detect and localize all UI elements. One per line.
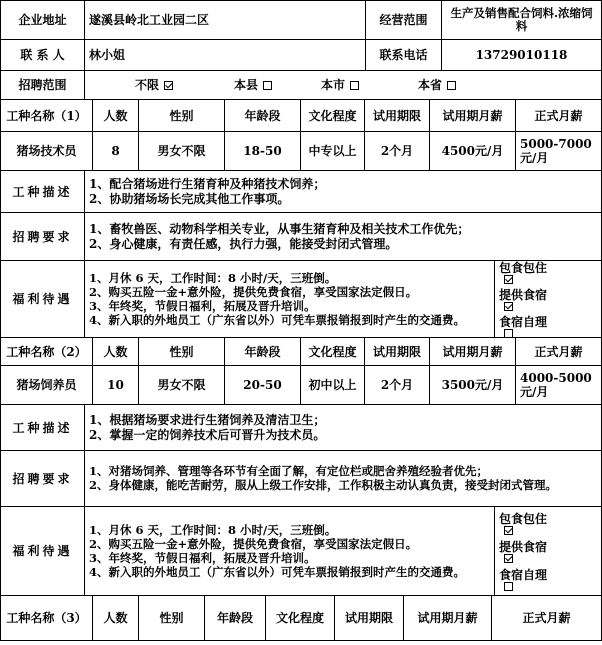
header-gender: 性别 [138, 595, 205, 641]
benefit-provided[interactable] [499, 288, 547, 311]
welfare-label: 福利待遇 [0, 260, 85, 338]
requirement-line: 2、身体健康，能吃苦耐劳，服从上级工作安排，工作积极主动认真负责，接受封闭式管理。 [89, 478, 557, 492]
job-description [84, 404, 602, 451]
job-requirements [84, 212, 602, 261]
scope-option-label: 本省 [418, 78, 443, 92]
job-name: 猪场饲养员 [0, 365, 93, 405]
header-count: 人数 [92, 337, 139, 366]
description-line: 2、掌握一定的饲养技术后可晋升为技术员。 [89, 428, 326, 442]
benefit-self-paid[interactable] [499, 568, 547, 591]
job-trial: 2个月 [364, 365, 430, 405]
job-trial-salary: 4500元/月 [429, 131, 516, 171]
benefit-room-board[interactable] [499, 512, 547, 535]
checkbox-checked-icon[interactable] [164, 81, 173, 90]
header-trial-salary: 试用期月薪 [429, 337, 516, 366]
header-salary: 正式月薪 [491, 595, 602, 641]
job-education: 初中以上 [300, 365, 365, 405]
benefit-label: 提供食宿 [499, 539, 548, 554]
job-age: 18-50 [224, 131, 301, 171]
business-scope-value: 生产及销售配合饲料.浓缩饲料 [441, 0, 602, 40]
header-age: 年龄段 [224, 99, 301, 132]
benefit-provided[interactable] [499, 540, 547, 563]
checkbox-checked-icon[interactable] [504, 554, 513, 563]
scope-option-label: 不限 [135, 78, 160, 92]
welfare-line: 2、购买五险一金+意外险，提供免费食宿，享受国家法定假日。 [89, 536, 418, 551]
header-trial-salary: 试用期月薪 [429, 99, 516, 132]
scope-option-label: 本县 [234, 78, 259, 92]
job-count: 10 [92, 365, 139, 405]
job-trial: 2个月 [364, 131, 430, 171]
req-label: 招聘要求 [0, 450, 85, 507]
checkbox-icon[interactable] [504, 582, 513, 591]
benefit-label: 食宿自理 [499, 314, 548, 329]
header-age: 年龄段 [204, 595, 266, 641]
contact-label: 联 系 人 [0, 39, 85, 71]
scope-label: 招聘范围 [0, 70, 85, 100]
job-age: 20-50 [224, 365, 301, 405]
job-count: 8 [92, 131, 139, 171]
header-trial: 试用期限 [364, 99, 430, 132]
address-value: 遂溪县岭北工业园二区 [84, 0, 366, 40]
desc-label: 工种描述 [0, 404, 85, 451]
benefit-label: 包食包住 [499, 260, 548, 275]
phone-value: 13729010118 [441, 39, 602, 71]
header-education: 文化程度 [300, 99, 365, 132]
description-line: 1、配合猪场进行生猪育种及种猪技术饲养； [89, 177, 326, 191]
job-salary: 4000-5000元/月 [515, 365, 602, 405]
benefit-self-paid[interactable] [499, 315, 547, 338]
header-count: 人数 [92, 99, 139, 132]
job-name: 猪场技术员 [0, 131, 93, 171]
requirement-line: 1、对猪场饲养、管理等各环节有全面了解，有定位栏或肥舍养殖经验者优先； [89, 464, 488, 478]
job-title-label: 工种名称（2） [0, 337, 93, 366]
job-title-label: 工种名称（1） [0, 99, 93, 132]
job-gender: 男女不限 [138, 365, 225, 405]
scope-option-unlimited[interactable] [135, 78, 173, 92]
header-gender: 性别 [138, 337, 225, 366]
business-scope-label: 经营范围 [365, 0, 442, 40]
header-education: 文化程度 [265, 595, 335, 641]
welfare-line: 3、年终奖，节假日福利，拓展及晋升培训。 [89, 550, 316, 565]
scope-options [84, 70, 602, 100]
header-salary: 正式月薪 [515, 99, 602, 132]
job-title-label: 工种名称（3） [0, 595, 93, 641]
requirement-line: 1、畜牧兽医、动物科学相关专业，从事生猪育种及相关技术工作优先； [89, 222, 470, 236]
job-description [84, 170, 602, 213]
benefit-options [494, 260, 602, 338]
contact-value: 林小姐 [84, 39, 366, 71]
req-label: 招聘要求 [0, 212, 85, 261]
checkbox-icon[interactable] [350, 81, 359, 90]
welfare-line: 1、月休 6 天，工作时间：8 小时/天，三班倒。 [89, 522, 337, 537]
requirement-line: 2、身心健康，有责任感，执行力强，能接受封闭式管理。 [89, 237, 398, 251]
header-salary: 正式月薪 [515, 337, 602, 366]
header-gender: 性别 [138, 99, 225, 132]
address-label: 企业地址 [0, 0, 85, 40]
welfare-line: 3、年终奖，节假日福利，拓展及晋升培训。 [89, 298, 316, 313]
welfare-label: 福利待遇 [0, 506, 85, 596]
checkbox-checked-icon[interactable] [504, 302, 513, 311]
checkbox-checked-icon[interactable] [504, 526, 513, 535]
checkbox-icon[interactable] [447, 81, 456, 90]
scope-option-city[interactable] [321, 78, 359, 92]
checkbox-checked-icon[interactable] [504, 275, 513, 284]
job-salary: 5000-7000元/月 [515, 131, 602, 171]
benefit-options [494, 506, 602, 596]
phone-label: 联系电话 [365, 39, 442, 71]
job-welfare [84, 260, 495, 338]
benefit-room-board[interactable] [499, 261, 547, 284]
job-welfare [84, 506, 495, 596]
scope-option-county[interactable] [234, 78, 272, 92]
welfare-line: 2、购买五险一金+意外险，提供免费食宿，享受国家法定假日。 [89, 284, 418, 299]
job-gender: 男女不限 [138, 131, 225, 171]
header-trial: 试用期限 [364, 337, 430, 366]
job-requirements [84, 450, 602, 507]
scope-option-province[interactable] [418, 78, 456, 92]
job-trial-salary: 3500元/月 [429, 365, 516, 405]
job-education: 中专以上 [300, 131, 365, 171]
header-trial-salary: 试用期月薪 [403, 595, 492, 641]
desc-label: 工种描述 [0, 170, 85, 213]
description-line: 2、协助猪场场长完成其他工作事项。 [89, 192, 290, 206]
header-trial: 试用期限 [334, 595, 404, 641]
header-education: 文化程度 [300, 337, 365, 366]
checkbox-icon[interactable] [263, 81, 272, 90]
benefit-label: 包食包住 [499, 511, 548, 526]
scope-option-label: 本市 [321, 78, 346, 92]
welfare-line: 4、新入职的外地员工（广东省以外）可凭车票报销报到时产生的交通费。 [89, 312, 465, 327]
description-line: 1、根据猪场要求进行生猪饲养及清洁卫生； [89, 413, 326, 427]
welfare-line: 1、月休 6 天，工作时间：8 小时/天，三班倒。 [89, 270, 337, 285]
welfare-line: 4、新入职的外地员工（广东省以外）可凭车票报销报到时产生的交通费。 [89, 564, 465, 579]
benefit-label: 提供食宿 [499, 287, 548, 302]
header-age: 年龄段 [224, 337, 301, 366]
benefit-label: 食宿自理 [499, 567, 548, 582]
header-count: 人数 [92, 595, 139, 641]
